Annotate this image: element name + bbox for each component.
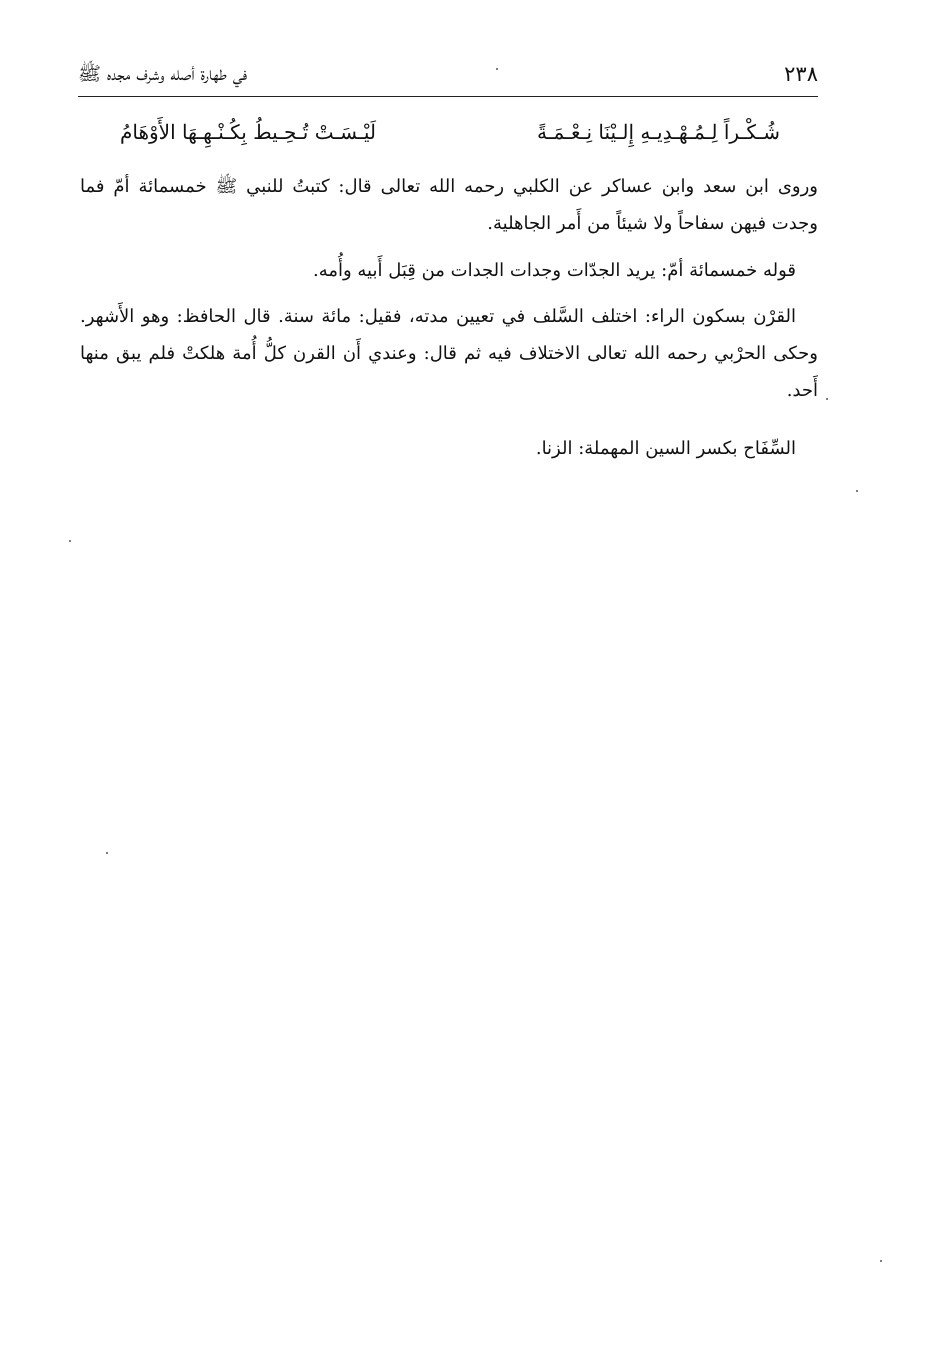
paragraph-gloss-sifah: السِّفَاح بكسر السين المهملة: الزنا. bbox=[535, 438, 796, 459]
scan-speck bbox=[856, 490, 858, 492]
scan-speck bbox=[496, 68, 498, 70]
paragraph-gloss-qarn: القرْن بسكون الراء: اختلف السَّلف في تعيين مدته، فقيل: مائة سنة. قال الحافظ: وهو الأَشهر. وحكى الحرْبي رحمه الله تعالى الاختلاف فيه ثم قال: وعندي أَن القرن كلُّ أُمة هلكتْ فلم يبق منها أَحد. bbox=[80, 306, 818, 401]
scan-speck bbox=[826, 398, 828, 400]
scan-speck bbox=[880, 1260, 882, 1262]
paragraph-gloss-grandmothers: قوله خمسمائة أمّ: يريد الجدّات وجدات الجدات من قِبَل أَبيه وأُمه. bbox=[312, 260, 796, 281]
running-title: في طهارة أصله وشرف مجده ﷺ bbox=[78, 63, 248, 85]
verse-second-hemistich: لَيْـسَـتْ تُـحِـيطُ بِكُـنْـهِـهَا الأَوْهَامُ bbox=[120, 120, 377, 144]
verse-first-hemistich: شُـكْـراً لِـمُـهْـدِيـهِ إِلـيْنَا نِـعْـمَـةً bbox=[536, 120, 780, 144]
scan-speck bbox=[106, 852, 108, 854]
paragraph-narration: وروى ابن سعد وابن عساكر عن الكلبي رحمه الله تعالى قال: كتبتُ للنبي ﷺ خمسمائة أمّ فما وجدت فيهن سفاحاً ولا شيئاً من أَمر الجاهلية. bbox=[80, 176, 818, 234]
scan-speck bbox=[69, 540, 71, 542]
page-header bbox=[78, 56, 818, 97]
poetry-verse bbox=[120, 112, 780, 152]
page-number: ٢٣٨ bbox=[784, 62, 818, 86]
